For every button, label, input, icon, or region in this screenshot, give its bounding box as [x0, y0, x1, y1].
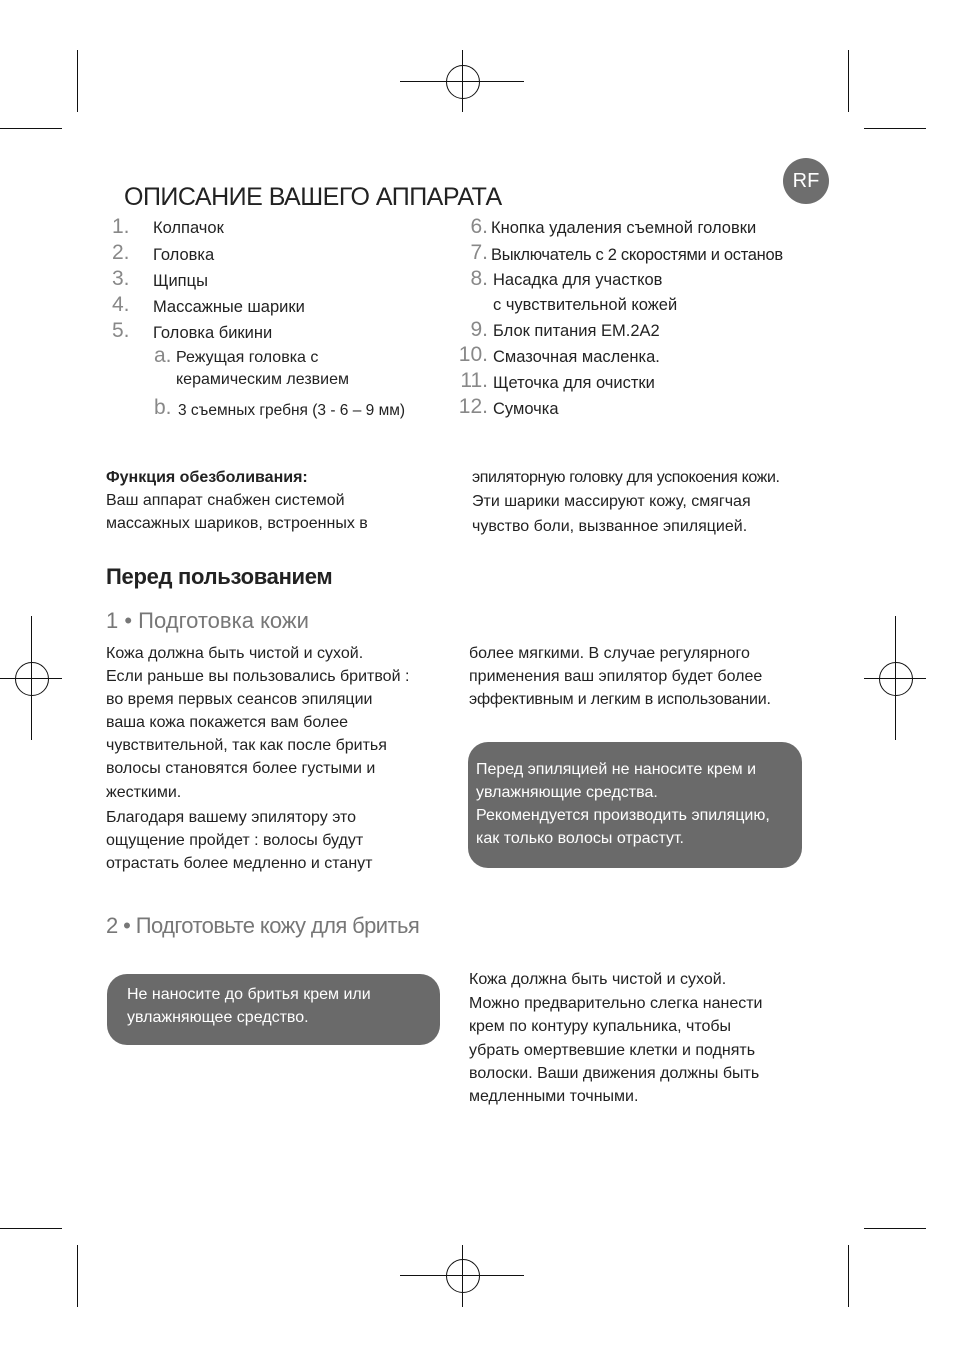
note-line: увлажняющее средство. [127, 1009, 309, 1026]
part-label: с чувствительной кожей [493, 296, 678, 314]
part-number: 5. [112, 319, 130, 342]
paragraph-line: чувство боли, вызванное эпиляцией. [472, 518, 748, 535]
part-label: Головка бикини [153, 324, 273, 342]
section-heading: Перед пользованием [106, 564, 333, 589]
paragraph-line: во время первых сеансов эпиляции [106, 691, 373, 708]
part-label: Головка [153, 246, 215, 264]
part-number: 2. [112, 241, 130, 264]
note-line: Рекомендуется производить эпиляцию, [476, 807, 770, 824]
paragraph-line: волосы становятся более густыми и [106, 760, 376, 777]
paragraph-line: Благодаря вашему эпилятору это [106, 809, 357, 826]
part-number: 12. [458, 395, 488, 418]
paragraph-line: жесткими. [106, 784, 182, 801]
sub-part-label: керамическим лезвием [176, 371, 349, 388]
paragraph-line: отрастать более медленно и станут [106, 855, 373, 872]
paragraph-line: Ваш аппарат снабжен системой [106, 492, 345, 509]
paragraph-line: массажных шариков, встроенных в [106, 515, 368, 532]
paragraph-line: Кожа должна быть чистой и сухой. [469, 971, 727, 988]
paragraph-line: волоски. Ваши движения должны быть [469, 1065, 760, 1082]
paragraph-line: эпиляторную головку для успокоения кожи. [472, 469, 780, 486]
paragraph-line: убрать омертвевшие клетки и поднять [469, 1042, 756, 1059]
paragraph-line: ваша кожа покажется вам более [106, 714, 348, 731]
paragraph-line: Кожа должна быть чистой и сухой. [106, 645, 364, 662]
sub-part-number: a. [154, 344, 172, 367]
part-label: Щеточка для очистки [493, 374, 655, 392]
part-number: 6. [470, 215, 488, 238]
language-badge: RF [783, 158, 829, 204]
part-number: 4. [112, 293, 130, 316]
note-box-epilation [468, 742, 802, 868]
paragraph-line: Эти шарики массируют кожу, смягчая [472, 493, 751, 510]
part-number: 8. [470, 267, 488, 290]
paragraph-line: Если раньше вы пользовались бритвой : [106, 668, 410, 685]
part-number: 3. [112, 267, 130, 290]
note-line: как только волосы отрастут. [476, 830, 684, 847]
subsection-heading: 1 • Подготовка кожи [106, 608, 309, 633]
part-number: 7. [470, 241, 488, 264]
sub-part-label: Режущая головка с [176, 349, 319, 366]
paragraph-line: применения ваш эпилятор будет более [469, 668, 763, 685]
pain-function-heading: Функция обезболивания: [106, 469, 308, 486]
part-label: Насадка для участков [493, 271, 663, 289]
part-number: 11. [460, 369, 488, 392]
paragraph-line: более мягкими. В случае регулярного [469, 645, 750, 662]
subsection-heading: 2 • Подготовьте кожу для бритья [106, 913, 420, 938]
sub-part-number: b. [154, 396, 172, 419]
paragraph-line: ощущение пройдет : волосы будут [106, 832, 364, 849]
note-line: Не наносите до бритья крем или [127, 986, 371, 1003]
paragraph-line: крем по контуру купальника, чтобы [469, 1018, 732, 1035]
paragraph-line: Можно предварительно слегка нанести [469, 995, 763, 1012]
paragraph-line: эффективным и легким в использовании. [469, 691, 771, 708]
part-label: Кнопка удаления съемной головки [491, 219, 757, 237]
part-number: 10. [458, 343, 488, 366]
part-number: 1. [112, 215, 130, 238]
part-label: Выключатель с 2 скоростями и останов [491, 246, 783, 264]
part-label: Сумочка [493, 400, 559, 418]
note-line: увлажняющие средства. [476, 784, 658, 801]
paragraph-line: медленными точными. [469, 1088, 639, 1105]
note-line: Перед эпиляцией не наносите крем и [476, 761, 757, 778]
part-label: Щипцы [153, 272, 208, 290]
paragraph-line: чувствительной, так как после бритья [106, 737, 387, 754]
part-label: Смазочная масленка. [493, 348, 660, 366]
part-label: Массажные шарики [153, 298, 305, 316]
sub-part-label: 3 съемных гребня (3 - 6 – 9 мм) [178, 402, 406, 419]
part-label: Блок питания EM.2A2 [493, 322, 660, 340]
page-title: ОПИСАНИЕ ВАШЕГО АППАРАТА [124, 183, 502, 211]
part-label: Колпачок [153, 219, 224, 237]
note-box-shaving [107, 974, 440, 1045]
part-number: 9. [470, 318, 488, 341]
